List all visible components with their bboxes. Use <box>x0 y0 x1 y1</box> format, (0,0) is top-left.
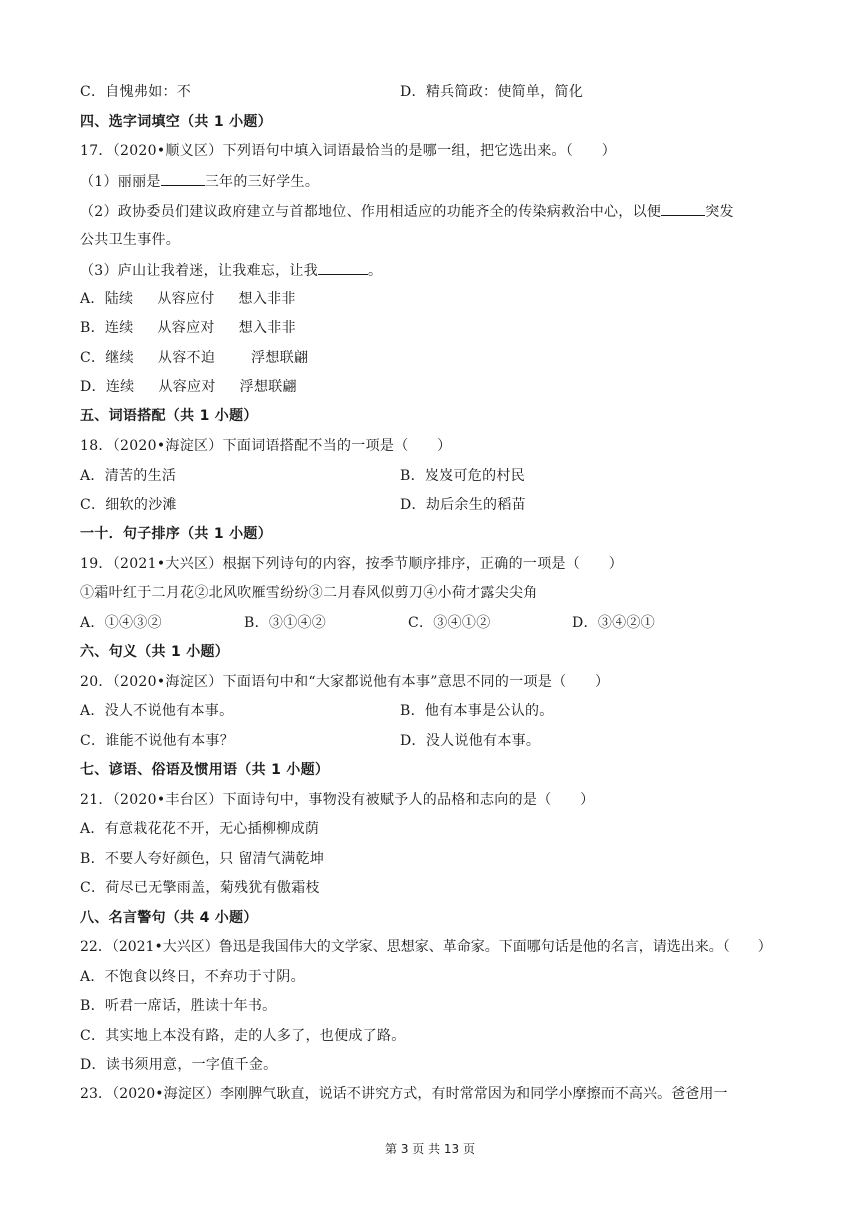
q18-options-row-2 <box>80 495 780 515</box>
q20-option-d: D．没人说他有本事。 <box>400 733 541 749</box>
section-7-title: 七、谚语、俗语及惯用语（共 1 小题） <box>80 762 330 778</box>
q18-stem: 18．（2020•海淀区）下面词语搭配不当的一项是（ ） <box>80 438 452 454</box>
q18-option-b: B．岌岌可危的村民 <box>400 468 525 484</box>
q21-option-b: B．不要人夸好颜色，只 留清气满乾坤 <box>80 851 325 867</box>
section-4-title: 四、选字词填空（共 1 小题） <box>80 114 272 130</box>
q20-stem: 20．（2020•海淀区）下面语句中和“大家都说他有本事”意思不同的一项是（ ） <box>80 674 610 690</box>
q19-options-row <box>80 613 780 633</box>
q17-sentence-2: （2）政协委员们建议政府建立与首都地位、作用相适应的功能齐全的传染病救治中心，以便 突发 <box>80 201 780 222</box>
q21-option-a: A．有意栽花花不开，无心插柳柳成荫 <box>80 821 320 837</box>
q19-stem: 19．（2021•大兴区）根据下列诗句的内容，按季节顺序排序，正确的一项是（ ） <box>80 556 623 572</box>
q22-option-c: C．其实地上本没有路，走的人多了，也便成了路。 <box>80 1028 406 1044</box>
q17-option-c: C．继续 从容不迫 浮想联翩 <box>80 350 309 366</box>
q17-sentence-1: （1）丽丽是 三年的三好学生。 <box>80 171 780 192</box>
q20-options-row-1 <box>80 701 780 721</box>
q19-option-a: A．①④③② <box>80 615 162 631</box>
q17-sentence-3: （3）庐山让我着迷，让我难忘，让我 。 <box>80 260 780 281</box>
q19-option-c: C．③④①② <box>408 615 491 631</box>
q19-option-d: D．③④②① <box>572 615 656 631</box>
q19-option-b: B．③①④② <box>244 615 327 631</box>
section-8-title: 八、名言警句（共 4 小题） <box>80 910 258 926</box>
q17-sentence-2-cont: 公共卫生事件。 <box>80 232 181 248</box>
q22-option-b: B．听君一席话，胜读十年书。 <box>80 998 277 1014</box>
q17-blank-2 <box>661 201 705 216</box>
q20-options-row-2 <box>80 731 780 751</box>
page-footer: 第 3 页 共 13 页 <box>385 1142 475 1156</box>
q18-option-d: D．劫后余生的稻苗 <box>400 497 526 513</box>
section-6-title: 六、句义（共 1 小题） <box>80 644 230 660</box>
q17-option-b: B．连续 从容应对 想入非非 <box>80 320 296 336</box>
q22-option-a: A．不饱食以终日，不弃功于寸阴。 <box>80 969 305 985</box>
q20-option-b: B．他有本事是公认的。 <box>400 703 554 719</box>
q21-option-c: C．荷尽已无擎雨盖，菊残犹有傲霜枝 <box>80 880 320 896</box>
q21-stem: 21．（2020•丰台区）下面诗句中，事物没有被赋予人的品格和志向的是（ ） <box>80 792 595 808</box>
q17-blank-3 <box>318 260 368 275</box>
q16-options-row <box>80 82 780 102</box>
section-10-title: 一十．句子排序（共 1 小题） <box>80 526 272 542</box>
q17-option-d: D．连续 从容应对 浮想联翩 <box>80 379 297 395</box>
q16-option-d: D．精兵简政：使简单，简化 <box>400 84 584 100</box>
q17-blank-1 <box>161 171 205 186</box>
q18-options-row-1 <box>80 466 780 486</box>
q18-option-a: A．清苦的生活 <box>80 468 177 484</box>
q18-option-c: C．细软的沙滩 <box>80 497 177 513</box>
q17-option-a: A．陆续 从容应付 想入非非 <box>80 291 296 307</box>
q16-option-c: C．自愧弗如：不 <box>80 84 192 100</box>
q20-option-c: C．谁能不说他有本事？ <box>80 733 235 749</box>
section-5-title: 五、词语搭配（共 1 小题） <box>80 408 258 424</box>
q20-option-a: A．没人不说他有本事。 <box>80 703 234 719</box>
q22-option-d: D．读书须用意，一字值千金。 <box>80 1057 278 1073</box>
q19-poems: ①霜叶红于二月花②北风吹雁雪纷纷③二月春风似剪刀④小荷才露尖尖角 <box>80 585 538 601</box>
q23-stem: 23．（2020•海淀区）李刚脾气耿直，说话不讲究方式，有时常常因为和同学小摩擦而不高兴。爸爸用一 <box>80 1086 728 1102</box>
q17-stem: 17．（2020•顺义区）下列语句中填入词语最恰当的是哪一组，把它选出来。（ ） <box>80 143 616 159</box>
q22-stem: 22．（2021•大兴区）鲁迅是我国伟大的文学家、思想家、革命家。下面哪句话是他的名言，请选出来。（ ） <box>80 939 772 955</box>
